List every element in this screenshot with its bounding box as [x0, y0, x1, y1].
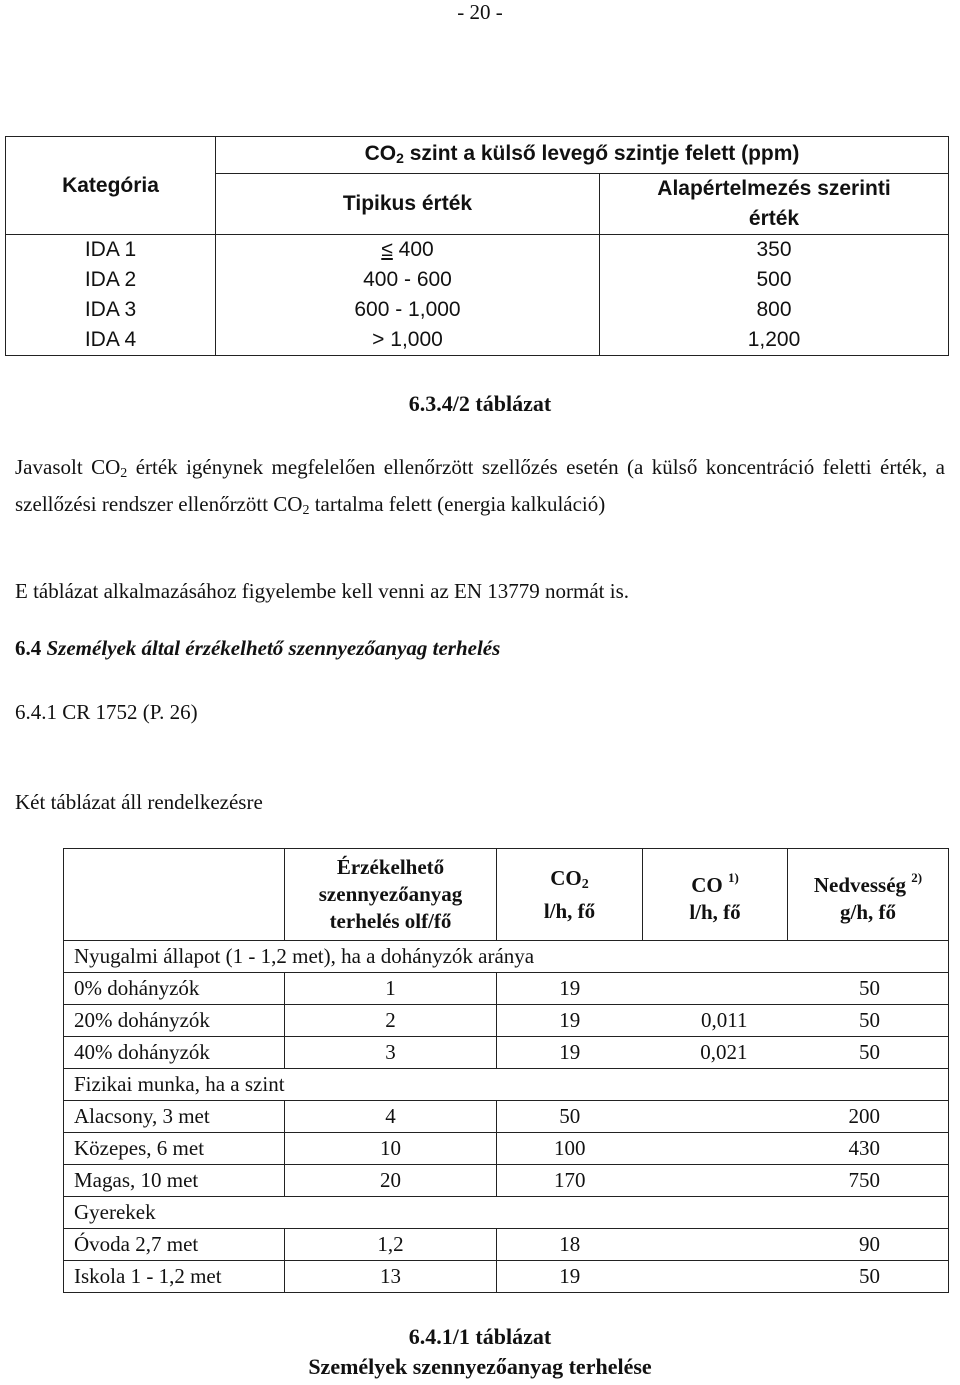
table2-cell-label: Alacsony, 3 met — [64, 1101, 285, 1133]
table2-cell-humidity: 50 — [788, 1261, 949, 1293]
table-section-row — [64, 941, 949, 973]
co2-level-table — [5, 136, 949, 356]
table1-cell-default: 350 — [600, 235, 949, 266]
table1-cell-typical: 600 - 1,000 — [354, 298, 461, 321]
table2-cell-co2: 100 — [497, 1133, 643, 1165]
table2-cell-co: 0,021 — [643, 1037, 788, 1069]
table2-section-title: Gyerekek — [64, 1197, 949, 1229]
paragraph-co2-recommendation: Javasolt $CO_2$ érték igénynek megfelelően ellenőrzött szellőzés esetén (a külső koncentráció feletti érték, a szellőzési rendszer ellenőrzött $CO_2$ tartalma felett (energia kalkuláció) — [15, 455, 945, 518]
table1-cell-typical: > 1,000 — [216, 325, 600, 356]
table2-header-co: CO $^{1)}$ l/h, fő — [643, 849, 788, 941]
table2-header-co2: $CO_2$ l/h, fő — [497, 849, 643, 941]
table-row — [6, 325, 949, 356]
table2-cell-co2: 18 — [497, 1229, 643, 1261]
table2-cell-load: 10 — [285, 1133, 497, 1165]
table2-cell-humidity: 430 — [788, 1133, 949, 1165]
page-number: - 20 - — [457, 0, 503, 24]
table2-cell-load: 1,2 — [285, 1229, 497, 1261]
table1-cell-category: IDA 1 — [6, 235, 216, 266]
table-row — [6, 235, 949, 266]
table1-header-group: $CO_2$ szint a külső levegő szintje felett (ppm) — [216, 137, 949, 174]
table2-cell-humidity: 90 — [788, 1229, 949, 1261]
table2-section-title: Nyugalmi állapot (1 - 1,2 met), ha a dohányzók aránya — [64, 941, 949, 973]
table2-cell-co — [643, 1101, 788, 1133]
table2-cell-load: 2 — [285, 1005, 497, 1037]
table1-cell-typical: ≤ 400 — [381, 238, 434, 261]
table2-cell-load: 3 — [285, 1037, 497, 1069]
table2-cell-co2: 19 — [497, 1261, 643, 1293]
table1-cell-category: IDA 4 — [6, 325, 216, 356]
paragraph-two-tables: Két táblázat áll rendelkezésre — [15, 790, 263, 814]
table2-cell-humidity: 750 — [788, 1165, 949, 1197]
table1-header-category: Kategória — [6, 137, 216, 235]
table1-cell-default: 1,200 — [600, 325, 949, 356]
table-row — [64, 1005, 949, 1037]
table2-cell-co — [643, 1133, 788, 1165]
pollutant-load-table — [63, 848, 949, 1293]
table-row — [64, 1037, 949, 1069]
table2-cell-humidity: 50 — [788, 1037, 949, 1069]
table2-caption-title: Személyek szennyezőanyag terhelése — [308, 1354, 652, 1379]
table-row — [64, 1261, 949, 1293]
table2-cell-humidity: 200 — [788, 1101, 949, 1133]
table-row — [64, 1165, 949, 1197]
table2-cell-co — [643, 1229, 788, 1261]
table2-cell-label: 40% dohányzók — [64, 1037, 285, 1069]
table2-cell-label: 20% dohányzók — [64, 1005, 285, 1037]
subsection-heading: 6.4.1 CR 1752 (P. 26) — [15, 700, 198, 724]
table-row — [64, 1101, 949, 1133]
table2-cell-co — [643, 1165, 788, 1197]
table2-cell-load: 4 — [285, 1101, 497, 1133]
table2-cell-co2: 19 — [497, 973, 643, 1005]
paragraph-en-standard: E táblázat alkalmazásához figyelembe kell venni az EN 13779 normát is. — [15, 579, 630, 603]
table2-cell-label: 0% dohányzók — [64, 973, 285, 1005]
table2-header-humidity: Nedvesség $^{2)}$ g/h, fő — [788, 849, 949, 941]
table2-cell-label: Magas, 10 met — [64, 1165, 285, 1197]
table-section-row — [64, 1069, 949, 1101]
table2-cell-co — [643, 1261, 788, 1293]
table1-header-typical: Tipikus érték — [216, 174, 600, 235]
table2-caption-number: 6.4.1/1 táblázat — [408, 1324, 552, 1349]
table2-cell-load: 20 — [285, 1165, 497, 1197]
table1-cell-category: IDA 2 — [6, 265, 216, 295]
table2-section-title: Fizikai munka, ha a szint — [64, 1069, 949, 1101]
table2-cell-humidity: 50 — [788, 1005, 949, 1037]
table1-caption: 6.3.4/2 táblázat — [408, 391, 552, 416]
table-row — [6, 295, 949, 325]
table-row — [64, 973, 949, 1005]
table2-cell-label: Közepes, 6 met — [64, 1133, 285, 1165]
table2-header-empty — [64, 849, 285, 941]
table-section-row — [64, 1197, 949, 1229]
table2-cell-co: 0,011 — [643, 1005, 788, 1037]
table1-cell-typical: 400 - 600 — [363, 268, 452, 291]
table-row — [64, 1229, 949, 1261]
table1-cell-default: 500 — [600, 265, 949, 295]
table2-cell-co — [643, 973, 788, 1005]
table1-cell-category: IDA 3 — [6, 295, 216, 325]
table2-cell-co2: 19 — [497, 1005, 643, 1037]
table2-cell-co2: 170 — [497, 1165, 643, 1197]
section-heading: 6.4 Személyek által érzékelhető szennyezőanyag terhelés — [15, 636, 501, 660]
table2-cell-label: Óvoda 2,7 met — [64, 1229, 285, 1261]
table2-cell-load: 13 — [285, 1261, 497, 1293]
table2-cell-humidity: 50 — [788, 973, 949, 1005]
table2-cell-label: Iskola 1 - 1,2 met — [64, 1261, 285, 1293]
table2-cell-co2: 19 — [497, 1037, 643, 1069]
table2-cell-load: 1 — [285, 973, 497, 1005]
table2-cell-co2: 50 — [497, 1101, 643, 1133]
table-row — [6, 265, 949, 295]
table1-cell-default: 800 — [600, 295, 949, 325]
table2-header-load: Érzékelhető szennyezőanyag terhelés olf/fő — [285, 849, 497, 941]
table2-caption — [0, 1322, 960, 1382]
table1-header-default: Alapértelmezés szerinti érték — [600, 174, 949, 235]
table-row — [64, 1133, 949, 1165]
